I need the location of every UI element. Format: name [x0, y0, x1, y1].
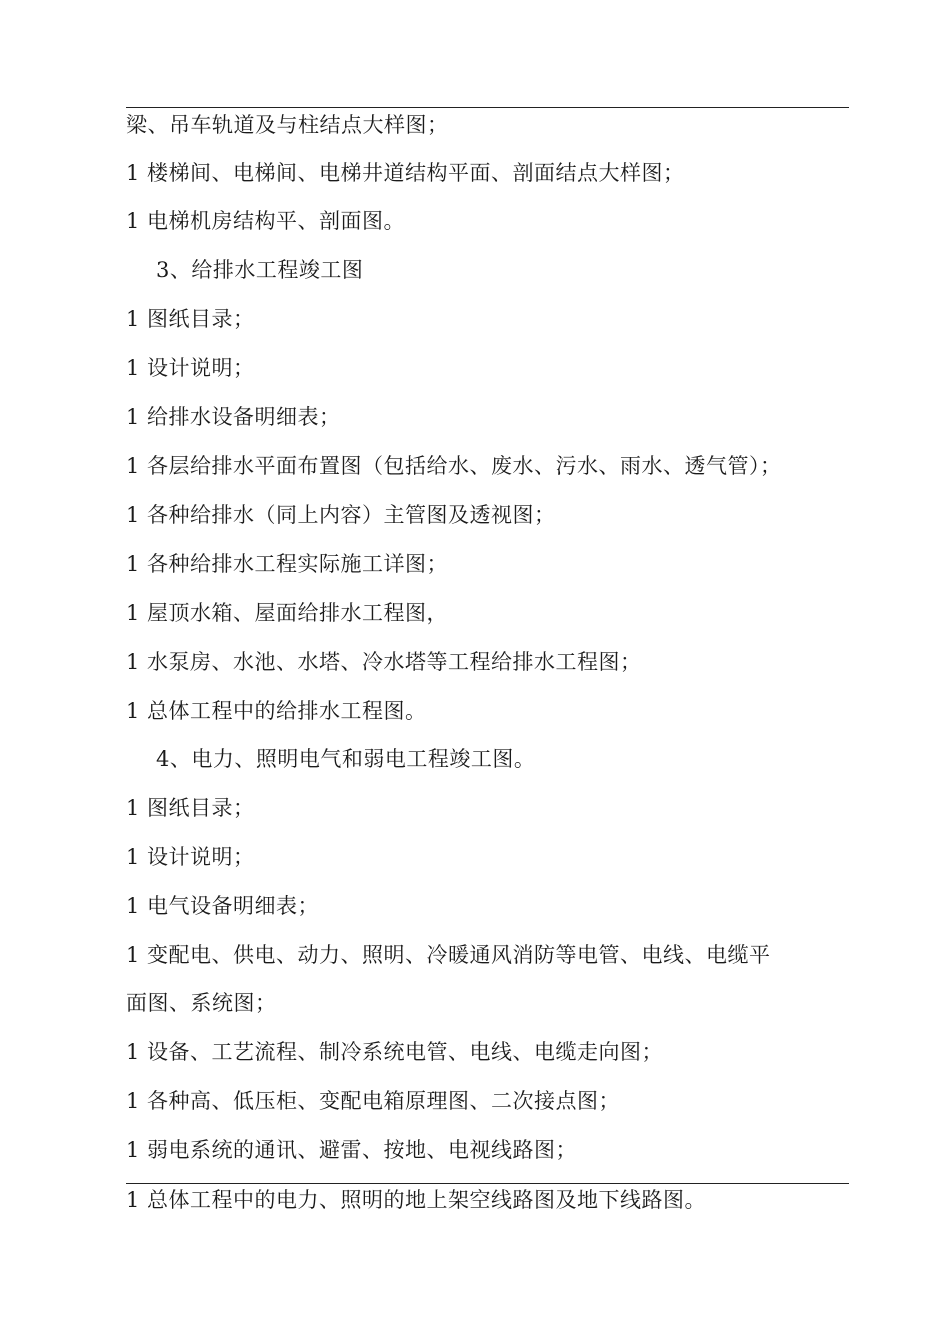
list-item: 1 总体工程中的电力、照明的地上架空线路图及地下线路图。 — [126, 1188, 707, 1212]
list-item: 1 楼梯间、电梯间、电梯井道结构平面、剖面结点大样图； — [126, 161, 685, 185]
list-item: 1 屋顶水箱、屋面给排水工程图， — [126, 601, 449, 625]
text-line: 梁、吊车轨道及与柱结点大样图； — [126, 113, 449, 137]
list-item: 1 电梯机房结构平、剖面图。 — [126, 209, 406, 233]
list-item: 1 各种给排水工程实际施工详图； — [126, 552, 449, 576]
list-item: 1 设计说明； — [126, 356, 255, 380]
list-item: 1 设备、工艺流程、制冷系统电管、电线、电缆走向图； — [126, 1040, 664, 1064]
list-item-continuation: 面图、系统图； — [126, 991, 277, 1015]
list-item: 1 水泵房、水池、水塔、冷水塔等工程给排水工程图； — [126, 650, 642, 674]
list-item: 1 各层给排水平面布置图（包括给水、废水、污水、雨水、透气管）； — [126, 454, 782, 478]
list-item: 1 设计说明； — [126, 845, 255, 869]
list-item: 1 给排水设备明细表； — [126, 405, 341, 429]
section-heading-4: 4、电力、照明电气和弱电工程竣工图。 — [156, 747, 536, 771]
list-item: 1 各种给排水（同上内容）主管图及透视图； — [126, 503, 556, 527]
list-item: 1 电气设备明细表； — [126, 894, 320, 918]
list-item: 1 变配电、供电、动力、照明、冷暖通风消防等电管、电线、电缆平 — [126, 943, 771, 967]
header-rule — [126, 107, 849, 108]
section-heading-3: 3、给排水工程竣工图 — [156, 258, 364, 282]
list-item: 1 图纸目录； — [126, 307, 255, 331]
list-item: 1 图纸目录； — [126, 796, 255, 820]
footer-rule — [126, 1183, 849, 1184]
list-item: 1 总体工程中的给排水工程图。 — [126, 699, 427, 723]
list-item: 1 各种高、低压柜、变配电箱原理图、二次接点图； — [126, 1089, 621, 1113]
list-item: 1 弱电系统的通讯、避雷、按地、电视线路图； — [126, 1138, 578, 1162]
